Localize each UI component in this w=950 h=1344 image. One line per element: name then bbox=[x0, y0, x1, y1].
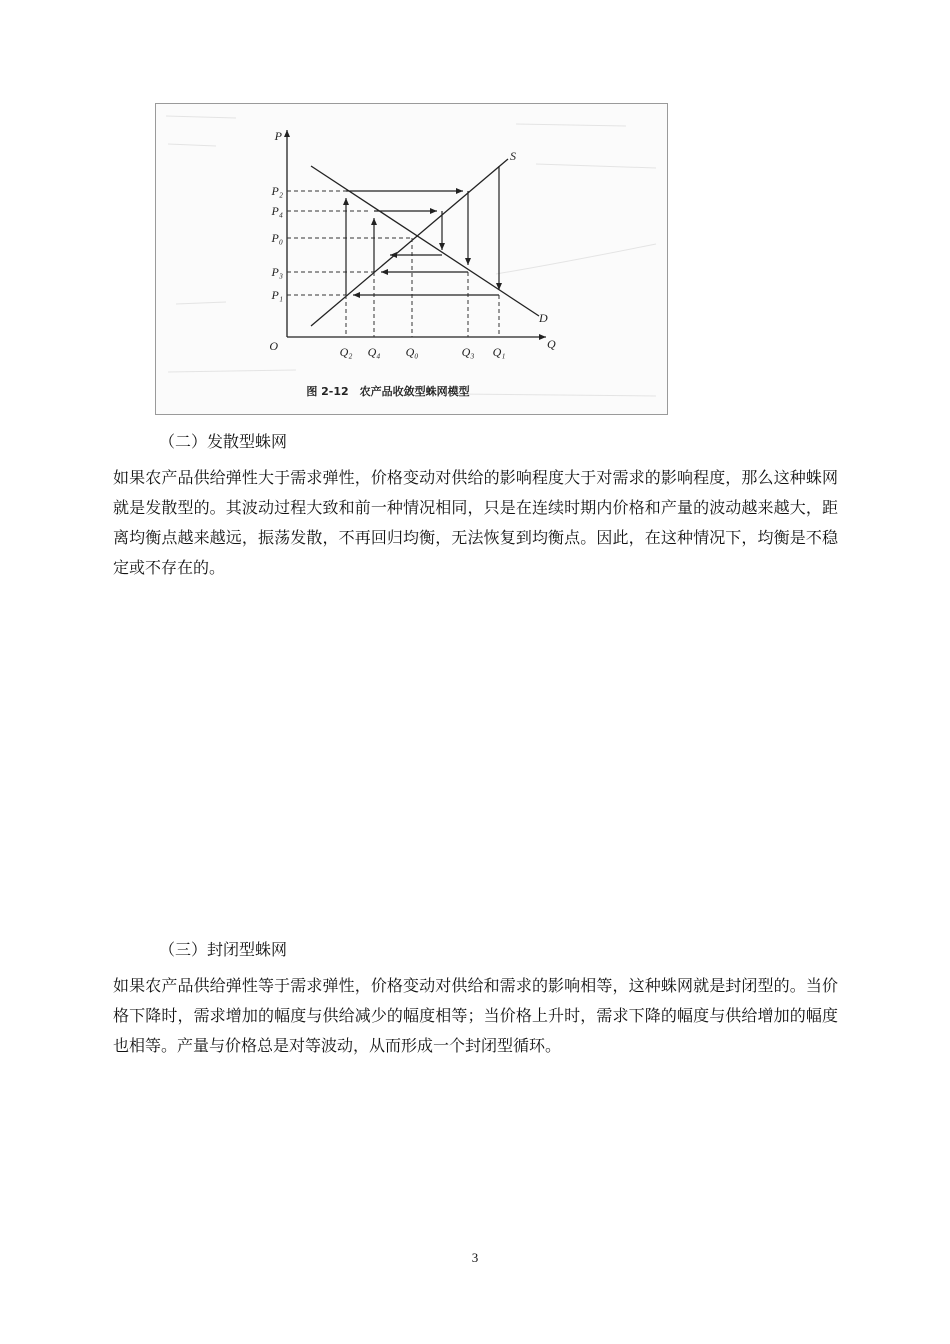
quantity-label-q2: Q₂ bbox=[339, 345, 353, 359]
section3-heading: （三）封闭型蛛网 bbox=[159, 940, 288, 959]
price-label-p3: P₃ bbox=[271, 265, 283, 279]
quantity-label-q0: Q₀ bbox=[405, 345, 419, 359]
section2-body: 如果农产品供给弹性大于需求弹性，价格变动对供给的影响程度大于对需求的影响程度，那么这种蛛网就是发散型的。其波动过程大致和前一种情况相同，只是在连续时期内价格和产量的波动越来越大，距离均衡点越来越远，振荡发散，不再回归均衡，无法恢复到均衡点。因此，在这种情况下，均衡是不稳定或不存在的。 bbox=[113, 468, 838, 577]
cobweb-diagram bbox=[156, 104, 668, 415]
reference-dashes bbox=[287, 191, 499, 337]
y-axis-label: P bbox=[274, 129, 282, 143]
price-label-p0: P₀ bbox=[271, 231, 283, 245]
supply-label: S bbox=[510, 149, 516, 163]
demand-curve bbox=[311, 166, 539, 316]
quantity-label-q3: Q₃ bbox=[461, 345, 475, 359]
figure-caption: 图 2-12 农产品收敛型蛛网模型 bbox=[306, 385, 470, 398]
demand-label: D bbox=[539, 311, 548, 325]
page-number: 3 bbox=[471, 1250, 479, 1265]
quantity-label-q4: Q₄ bbox=[367, 345, 381, 359]
cobweb-figure bbox=[155, 103, 668, 415]
supply-curve bbox=[311, 159, 508, 326]
price-label-p4: P₄ bbox=[271, 204, 283, 218]
price-label-p2: P₂ bbox=[271, 184, 283, 198]
section2-heading: （二）发散型蛛网 bbox=[159, 432, 288, 451]
price-label-p1: P₁ bbox=[271, 288, 283, 302]
origin-label: O bbox=[269, 339, 278, 353]
quantity-label-q1: Q₁ bbox=[492, 345, 506, 359]
section3-body: 如果农产品供给弹性等于需求弹性，价格变动对供给和需求的影响相等，这种蛛网就是封闭型的。当价格下降时，需求增加的幅度与供给减少的幅度相等；当价格上升时，需求下降的幅度与供给增加的幅度也相等。产量与价格总是对等波动，从而形成一个封闭型循环。 bbox=[113, 976, 838, 1055]
x-axis-label: Q bbox=[547, 337, 556, 351]
